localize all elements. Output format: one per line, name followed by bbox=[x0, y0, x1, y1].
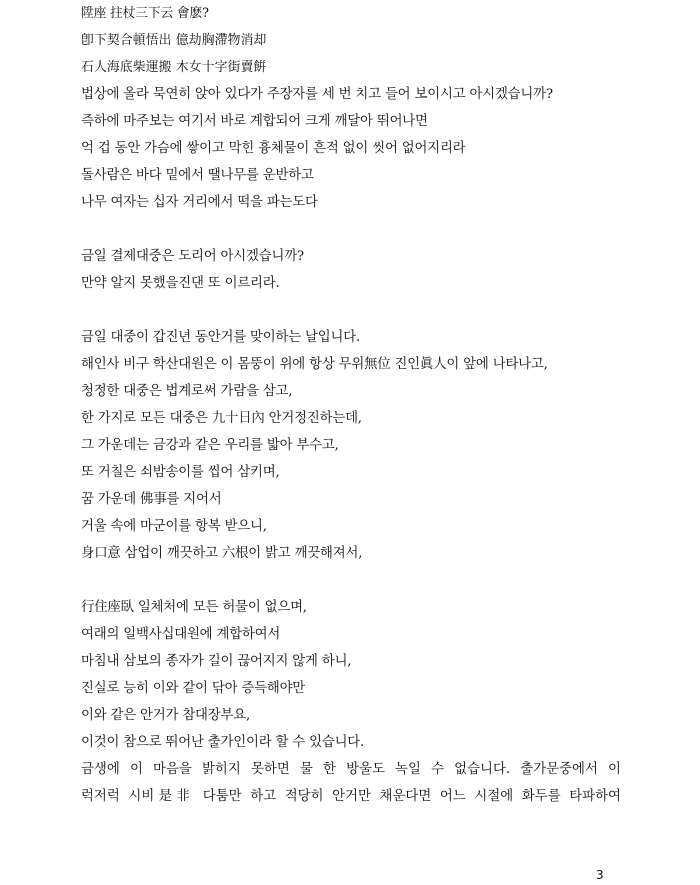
page-number: 3 bbox=[596, 868, 604, 882]
text-line: 해인사 비구 학산대원은 이 몸뚱이 위에 항상 무위無位 진인眞人이 앞에 나타나고, bbox=[81, 357, 548, 372]
text-line: 나무 여자는 십자 거리에서 떡을 파는도다 bbox=[81, 195, 318, 210]
text-line: 마침내 삼보의 종자가 길이 끊어지지 않게 하니, bbox=[81, 654, 352, 669]
text-line: 법상에 올라 묵연히 앉아 있다가 주장자를 세 번 치고 들어 보이시고 아시겠습니까? bbox=[81, 87, 553, 102]
text-line: 陞座 拄杖三下云 會麽? bbox=[81, 6, 209, 21]
text-line: 럭저럭 시비是非 다툼만 하고 적당히 안거만 채운다면 어느 시절에 화두를 타파하여 bbox=[81, 789, 621, 804]
text-line: 行住座臥 일체처에 모든 허물이 없으며, bbox=[81, 600, 307, 615]
text-line: 진실로 능히 이와 같이 닦아 증득해야만 bbox=[81, 681, 306, 696]
text-line: 여래의 일백사십대원에 계합하여서 bbox=[81, 627, 281, 642]
text-line: 꿈 가운데 佛事를 지어서 bbox=[81, 492, 222, 507]
text-line: 身口意 삼업이 깨끗하고 六根이 밝고 깨끗해져서, bbox=[81, 546, 363, 561]
text-line: 억 겁 동안 가슴에 쌓이고 막힌 흉체물이 흔적 없이 씻어 없어지리라 bbox=[81, 141, 466, 156]
text-line: 卽下契合頓悟出 億劫胸滯物消却 bbox=[81, 33, 267, 48]
retreat-paragraph bbox=[81, 324, 621, 567]
text-line: 금생에 이 마음을 밝히지 못하면 물 한 방울도 녹일 수 없습니다. 출가문중에서 이 bbox=[81, 762, 621, 777]
text-line: 그 가운데는 금강과 같은 우리를 밟아 부수고, bbox=[81, 438, 339, 453]
text-line: 금일 결제대중은 도리어 아시겠습니까? bbox=[81, 249, 304, 264]
text-line: 거울 속에 마군이를 항복 받으니, bbox=[81, 519, 267, 534]
text-line: 石人海底柴運搬 木女十字街賣餠 bbox=[81, 60, 267, 75]
text-line: 만약 알지 못했을진댄 또 이르리라. bbox=[81, 276, 280, 291]
text-line: 즉하에 마주보는 여기서 바로 계합되어 크게 깨달아 뛰어나면 bbox=[81, 114, 428, 129]
text-line: 금일 대중이 갑진년 동안거를 맞이하는 날입니다. bbox=[81, 330, 361, 345]
verse-block bbox=[81, 0, 621, 216]
practice-paragraph bbox=[81, 594, 621, 810]
text-line: 이와 같은 안거가 참대장부요, bbox=[81, 708, 251, 723]
text-line: 또 거칠은 쇠밤송이를 씹어 삼키며, bbox=[81, 465, 280, 480]
question-block bbox=[81, 243, 621, 297]
text-line: 이것이 참으로 뛰어난 출가인이라 할 수 있습니다. bbox=[81, 735, 365, 750]
text-line: 청정한 대중은 법계로써 가람을 삼고, bbox=[81, 384, 293, 399]
text-line: 한 가지로 모든 대중은 九十日內 안거정진하는데, bbox=[81, 411, 362, 426]
text-line: 돌사람은 바다 밑에서 땔나무를 운반하고 bbox=[81, 168, 314, 183]
